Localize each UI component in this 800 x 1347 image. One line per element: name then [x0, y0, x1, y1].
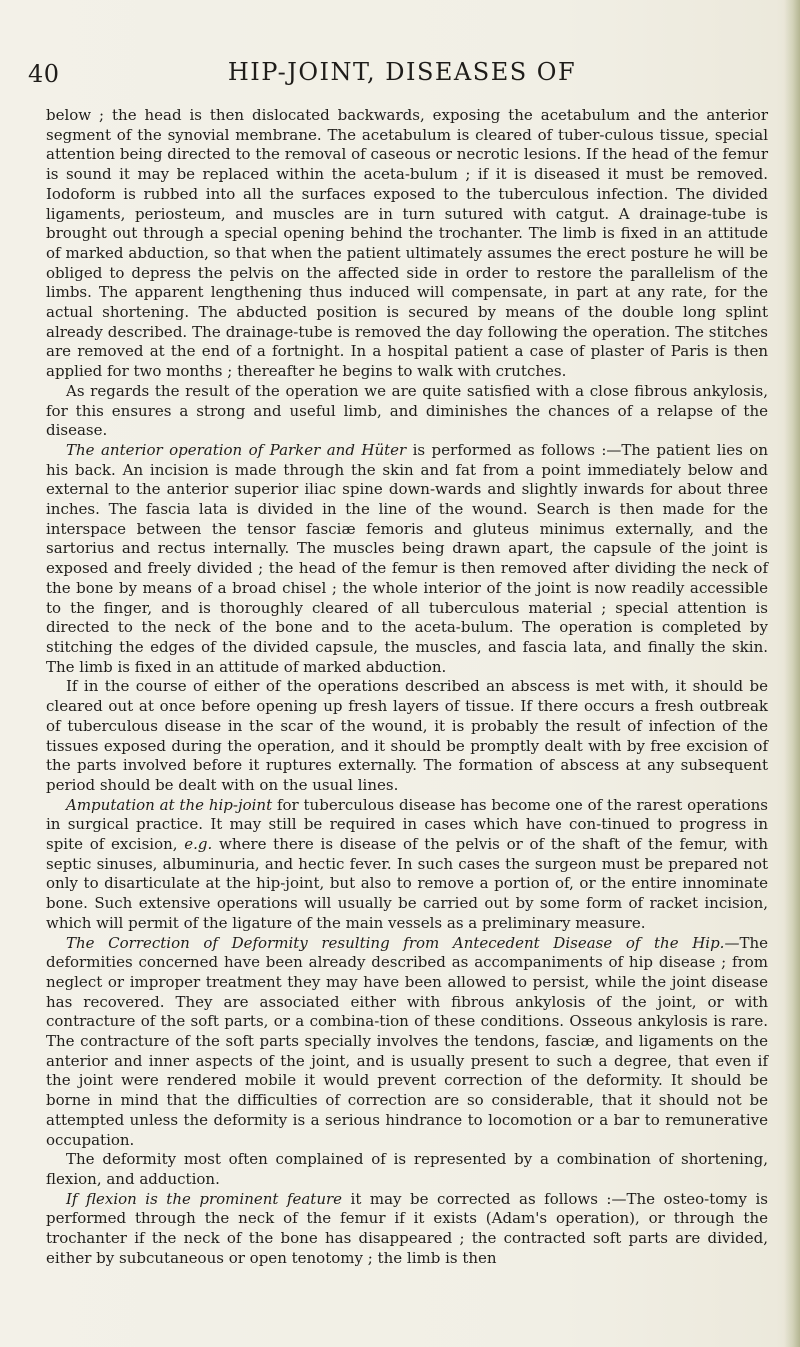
paragraph: [46, 796, 768, 934]
paragraph: [46, 934, 768, 1151]
running-title: HIP-JOINT, DISEASES OF: [227, 58, 577, 86]
paragraph-italic-lead: If flexion is the prominent feature: [66, 1189, 343, 1208]
paragraph-text: If in the course of either of the operations described an abscess is met with, it should be cleared out at once before opening up fresh layers of tissue. If there occurs a fresh outbreak of tuberculous disease in the scar of the wound, it is probably the result of infection of the tissues exposed during the operation, and it should be promptly dealt with by free excision of the parts involved before it ruptures externally. The formation of abscess at any subsequent period should be dealt with on the usual lines.: [46, 677, 768, 794]
page-number: 40: [28, 60, 60, 88]
paragraph: [46, 382, 768, 441]
paragraph: [46, 441, 768, 677]
paragraph-italic-inline: e.g.: [184, 835, 213, 854]
page-header: [28, 58, 776, 94]
paragraph-text: As regards the result of the operation we are quite satisfied with a close fibrous ankylosis, for this ensures a strong and useful limb, and diminishes the chances of a relapse of the disease.: [46, 381, 768, 440]
paragraph-italic-lead: The anterior operation of Parker and Hüter: [66, 440, 407, 459]
paragraph: [46, 1190, 768, 1269]
paragraph-text: The deformity most often complained of is represented by a combination of shortening, flexion, and adduction.: [46, 1150, 768, 1188]
paragraph-text: below ; the head is then dislocated backwards, exposing the acetabulum and the anterior segment of the synovial membrane. The acetabulum is cleared of tuber-culous tissue, special attention being directed to the removal of caseous or necrotic lesions. If the head of the femur is sound it may be replaced within the aceta-bulum ; if it is diseased it must be removed. Iodoform is rubbed into all the surfaces exposed to the tuberculous infection. The divided ligaments, periosteum, and muscles are in turn sutured with catgut. A drainage-tube is brought out through a special opening behind the trochanter. The limb is fixed in an attitude of marked abduction, so that when the patient ultimately assumes the erect posture he will be obliged to depress the pelvis on the affected side in order to restore the parallelism of the limbs. The apparent lengthening thus induced will compensate, in part at any rate, for the actual shortening. The abducted position is secured by means of the double long splint already described. The drainage-tube is removed the day following the operation. The stitches are removed at the end of a fortnight. In a hospital patient a case of plaster of Paris is then applied for two months ; thereafter he begins to walk with crutches.: [46, 106, 768, 381]
paragraph-text: it may be corrected as follows :—The osteo-tomy is performed through the neck of the femur if it exists (Adam's operation), or through the trochanter if the neck of the bone has disappeared ; the contracted soft parts are divided, either by subcutaneous or open tenotomy ; the limb is then: [46, 1189, 768, 1267]
paragraph-text: is performed as follows :—The patient lies on his back. An incision is made through the skin and fat from a point immediately below and external to the anterior superior iliac spine down-wards and slightly inwards for about three inches. The fascia lata is divided in the line of the wound. Search is then made for the interspace between the tensor fasciæ femoris and gluteus minimus externally, and the sartorius and rectus internally. The muscles being drawn apart, the capsule of the joint is exposed and freely divided ; the head of the femur is then removed after dividing the neck of the bone by means of a broad chisel ; the whole interior of the joint is now readily accessible to the finger, and is thoroughly cleared of all tuberculous material ; special attention is directed to the neck of the bone and to the aceta-bulum. The operation is completed by stitching the edges of the divided capsule, the muscles, and fascia lata, and finally the skin. The limb is fixed in an attitude of marked abduction.: [46, 440, 768, 676]
paragraph-italic-lead: Amputation at the hip-joint: [66, 795, 273, 814]
paragraph: [46, 106, 768, 382]
paragraph: [46, 677, 768, 795]
paragraph-text-tail: where there is disease of the pelvis or of the shaft of the femur, with septic sinuses, albuminuria, and hectic fever. In such cases the surgeon must be prepared not only to disarticulate at the hip-joint, but also to remove a portion of, or the entire innominate bone. Such extensive operations will usually be carried out by some form of racket incision, which will permit of the ligature of the main vessels as a preliminary measure.: [46, 835, 768, 932]
paragraph-text: for tuberculous disease has become one of the rarest operations in surgical practice. It may still be required in cases which have con-tinued to progress in spite of excision,: [46, 795, 768, 854]
paragraph-italic-lead: The Correction of Deformity resulting from Antecedent Disease of the Hip.: [66, 933, 725, 952]
paragraph: [46, 1150, 768, 1189]
body-text: [46, 106, 768, 1268]
page-edge-shadow: [784, 0, 800, 1347]
paragraph-text: —The deformities concerned have been already described as accompaniments of hip disease ; from neglect or improper treatment they may have been allowed to persist, while the joint disease has recovered. They are associated either with fibrous ankylosis of the joint, or with contracture of the soft parts, or a combina-tion of these conditions. Osseous ankylosis is rare. The contracture of the soft parts specially involves the tendons, fasciæ, and ligaments on the anterior and inner aspects of the joint, and is usually present to such a degree, that even if the joint were rendered mobile it would prevent correction of the deformity. It should be borne in mind that the difficulties of correction are so considerable, that it should not be attempted unless the deformity is a serious hindrance to locomotion or a bar to remunerative occupation.: [46, 933, 768, 1149]
